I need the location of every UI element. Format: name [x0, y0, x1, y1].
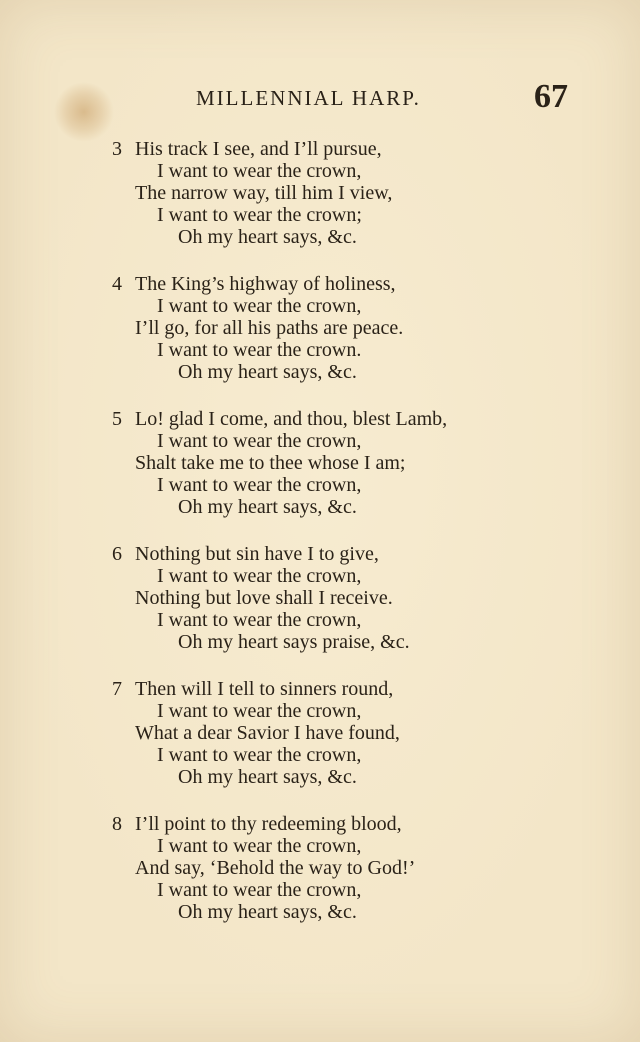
stanza-number: 6	[112, 543, 122, 565]
verse-line: Oh my heart says, &c.	[178, 496, 357, 518]
verse-line: The King’s highway of holiness,	[135, 273, 396, 295]
stanza-number: 5	[112, 408, 122, 430]
verse-line: I’ll go, for all his paths are peace.	[135, 317, 404, 339]
verse-line: I want to wear the crown,	[157, 879, 362, 901]
stanza-number: 7	[112, 678, 122, 700]
verse-line: What a dear Savior I have found,	[135, 722, 400, 744]
verse-line: Nothing but sin have I to give,	[135, 543, 379, 565]
verse-line: Oh my heart says, &c.	[178, 361, 357, 383]
verse-line: Oh my heart says, &c.	[178, 226, 357, 248]
verse-line: His track I see, and I’ll pursue,	[135, 138, 382, 160]
verse-line: I want to wear the crown,	[157, 744, 362, 766]
stanza-number: 8	[112, 813, 122, 835]
verse-line: Lo! glad I come, and thou, blest Lamb,	[135, 408, 448, 430]
running-head-title: MILLENNIAL HARP.	[196, 86, 421, 110]
verse-line: Oh my heart says, &c.	[178, 766, 357, 788]
verse-line: I want to wear the crown,	[157, 160, 362, 182]
verse-line: I want to wear the crown;	[157, 204, 362, 226]
verse-line: I want to wear the crown,	[157, 295, 362, 317]
verse-line: I want to wear the crown,	[157, 700, 362, 722]
stanza-number: 4	[112, 273, 122, 295]
page-number: 67	[534, 78, 568, 115]
verse-line: And say, ‘Behold the way to God!’	[135, 857, 416, 879]
verse-line: Nothing but love shall I receive.	[135, 587, 393, 609]
verse-line: Oh my heart says praise, &c.	[178, 631, 410, 653]
verse-line: I’ll point to thy redeeming blood,	[135, 813, 402, 835]
verse-line: Then will I tell to sinners round,	[135, 678, 394, 700]
verse-line: I want to wear the crown,	[157, 474, 362, 496]
verse-line: Oh my heart says, &c.	[178, 901, 357, 923]
verse-line: I want to wear the crown,	[157, 565, 362, 587]
verse-line: The narrow way, till him I view,	[135, 182, 393, 204]
verse-line: I want to wear the crown,	[157, 835, 362, 857]
verse-line: I want to wear the crown,	[157, 609, 362, 631]
stanza-number: 3	[112, 138, 122, 160]
verse-line: I want to wear the crown.	[157, 339, 362, 361]
verse-line: Shalt take me to thee whose I am;	[135, 452, 406, 474]
verse-line: I want to wear the crown,	[157, 430, 362, 452]
